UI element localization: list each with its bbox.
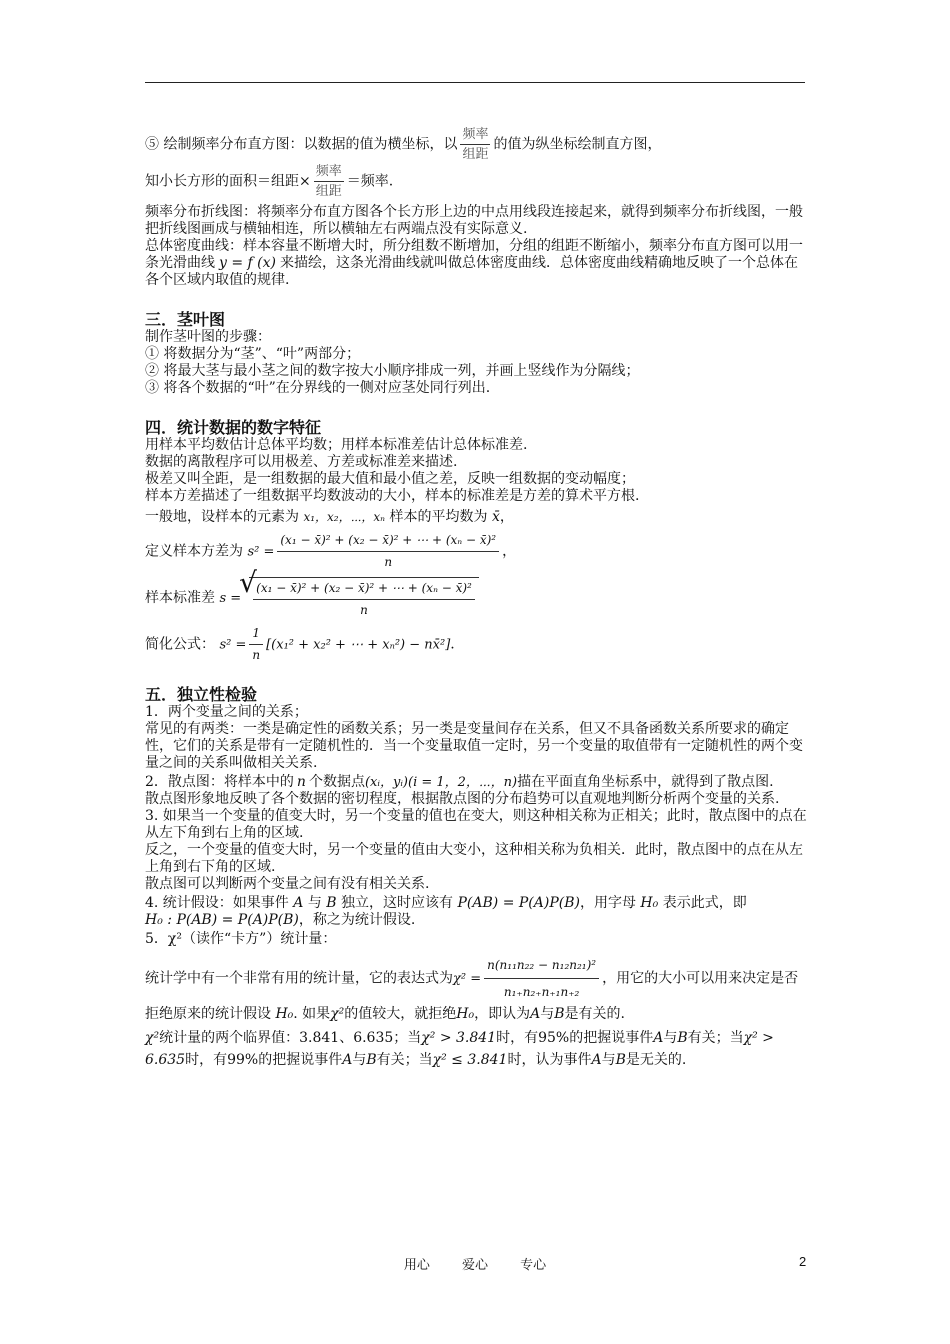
stem-leaf-step-3: ③ 将各个数据的“叶”在分界线的一侧对应茎处同行列出.	[145, 380, 491, 396]
critical-event-b-2: B	[366, 1052, 377, 1068]
scatter-text-b: 个数据点	[308, 774, 365, 790]
stats-line-1: 用样本平均数估计总体平均数；用样本标准差估计总体标准差.	[145, 437, 528, 453]
std-denominator: n	[360, 603, 368, 617]
positive-correlation: 3. 如果当一个变量的值变大时，另一个变量的值也在变大，则这种相关称为正相关；此时，散点图中的点在从左下角到右上角的区域.	[145, 808, 807, 841]
variance-numerator: (x₁ − x̄)² + (x₂ − x̄)² + ⋯ + (xₙ − x̄)²	[277, 532, 499, 552]
section-4-title: 四．统计数据的数字特征	[145, 418, 322, 437]
one-over-n-numerator: 1	[249, 625, 263, 645]
chi-h0-2: H₀	[456, 1006, 475, 1022]
relation-paragraph: 常见的有两类：一类是确定性的函数关系；另一类是变量间存在关系，但又不具备函数关系所要求的确定性，它们的关系是带有一定随机性的．当一个变量取值一定时，另一个变量的取值带有一定随机性的两个变量之间的关系叫做相关关系.	[145, 721, 803, 771]
hypothesis-paragraph	[145, 895, 807, 929]
one-over-n-fraction	[249, 625, 263, 664]
hypothesis-text-a: 4. 统计假设：如果事件	[145, 895, 289, 911]
sqrt-sign	[249, 577, 479, 619]
std-formula-line	[145, 577, 807, 619]
simplified-label: 简化公式：	[145, 636, 215, 653]
std-fraction	[253, 580, 475, 619]
variance-lhs: s² =	[247, 544, 275, 560]
stats-line-3: 极差又叫全距，是一组数据的最大值和最小值之差，反映一组数据的变动幅度；	[145, 471, 635, 487]
frac-numerator: 频率	[460, 126, 490, 145]
simplified-formula-line	[145, 625, 807, 664]
frac-denominator: 组距	[462, 147, 489, 162]
density-paragraph	[145, 238, 807, 289]
critical-chi-symbol: χ²	[145, 1030, 160, 1046]
sample-mean-math: x̄	[491, 509, 500, 525]
hypothesis-and: 与	[307, 895, 322, 911]
h0-equation: H₀ : P(AB) = P(A)P(B)	[145, 912, 299, 928]
chi-denominator: n₁₊n₂₊n₊₁n₊₂	[503, 985, 580, 999]
chi-symbol: χ²	[330, 1006, 345, 1022]
stem-leaf-step-2: ② 将最大茎与最小茎之间的数字按大小顺序排成一列，并画上竖线作为分隔线；	[145, 363, 640, 379]
hypothesis-text-e: 表示此式，即	[662, 895, 747, 911]
density-text-a: 总体密度曲线：样本容量不断增大时，所分组数不断增加，分组的组距不断缩小，频率分布直方图可以用一条光滑曲线	[145, 238, 803, 271]
density-text-b: 来描绘，这条光滑曲线就叫做总体密度曲线．总体密度曲线精确地反映了一个总体在各个区域内取值的规律.	[145, 255, 798, 288]
chi-text-d: 的值较大，就拒绝	[344, 1006, 457, 1022]
critical-event-a: A	[653, 1030, 664, 1046]
sample-elements-label: 一般地，设样本的元素为	[145, 509, 299, 525]
sample-mean-label: 样本的平均数为	[389, 509, 488, 525]
critical-ineq-3: χ² ≤ 3.841	[432, 1052, 508, 1068]
stem-leaf-intro: 制作茎叶图的步骤：	[145, 329, 271, 345]
one-over-n-denominator: n	[252, 648, 261, 662]
critical-values-paragraph	[145, 1027, 807, 1071]
area-line	[145, 163, 807, 200]
scatter-paragraph	[145, 774, 807, 791]
chi-h0: H₀	[275, 1006, 294, 1022]
scatter-conclusion: 散点图可以判断两个变量之间有没有相关关系.	[145, 876, 430, 892]
chi-square-paragraph	[145, 954, 807, 1025]
area-text-a: 知小长方形的面积＝组距×	[145, 173, 311, 190]
scatter-text-c: 描在平面直角坐标系中，就得到了散点图.	[517, 774, 774, 790]
chi-lhs: χ² =	[453, 971, 482, 987]
polyline-paragraph: 频率分布折线图：将频率分布直方图各个长方形上边的中点用线段连接起来，就得到频率分布折线图，一般把折线图画成与横轴相连，所以横轴左右两端点没有实际意义.	[145, 204, 803, 237]
independence-equation: P(AB) = P(A)P(B)	[457, 895, 580, 911]
critical-text-f: 时，认为事件	[507, 1052, 592, 1068]
simplified-tail: .	[450, 636, 455, 653]
critical-text-d: 时，有99%的把握说事件	[185, 1052, 343, 1068]
critical-ineq-1: χ² > 3.841	[421, 1030, 497, 1046]
variance-denominator: n	[384, 555, 393, 569]
freq-over-width-fraction	[460, 126, 490, 163]
variance-fraction	[277, 532, 499, 571]
scatter-text-a: 2．散点图：将样本中的	[145, 774, 294, 790]
critical-ineq-2: χ² > 6.635	[145, 1030, 774, 1068]
critical-text-c: 有关；当	[687, 1030, 744, 1046]
sample-elements-math: x₁，x₂，⋯，xₙ	[303, 510, 386, 524]
critical-text-a: 统计量的两个临界值：3.841、6.635；当	[159, 1030, 422, 1046]
variance-tail: ，	[502, 543, 517, 560]
scatter-points-math: (xᵢ，yᵢ)(i = 1，2，⋯，n)	[364, 775, 518, 790]
page-content	[145, 122, 807, 1071]
histogram-text-a: ⑤ 绘制频率分布直方图：以数据的值为横坐标，以	[145, 136, 458, 153]
footer-word-2: 爱心	[461, 1258, 488, 1273]
simplified-rhs: [(x₁² + x₂² + ⋯ + xₙ²) − nx̄²]	[266, 637, 451, 653]
critical-text-e: 有关；当	[376, 1052, 433, 1068]
chi-event-b: B	[554, 1006, 565, 1022]
chi-text-e: ，即认为	[474, 1006, 531, 1022]
footer-word-1: 用心	[403, 1258, 430, 1273]
chi-and: 与	[540, 1006, 555, 1022]
std-lhs: s =	[219, 591, 242, 606]
scatter-paragraph-2: 散点图形象地反映了各个数据的密切程度，根据散点图的分布趋势可以直观地判断分析两个变量的关系.	[145, 791, 780, 807]
page-footer	[0, 1254, 950, 1273]
critical-text-b: 时，有95%的把握说事件	[496, 1030, 654, 1046]
section-3-title: 三．茎叶图	[145, 310, 226, 329]
event-a: A	[293, 895, 304, 911]
freq-over-width-fraction-2	[314, 163, 344, 200]
chi-text-b: ，用它的大小可以用来决定是否拒绝原来的统计假设	[145, 970, 799, 1022]
critical-event-a-2: A	[342, 1052, 353, 1068]
hypothesis-text-f: ，称之为统计假设.	[298, 912, 416, 928]
scatter-n: n	[296, 774, 306, 790]
chi-square-heading: 5．χ²（读作“卡方”）统计量：	[145, 931, 337, 947]
stats-line-4: 样本方差描述了一组数据平均数波动的大小，样本的标准差是方差的算术平方根.	[145, 488, 640, 504]
variance-label: 定义样本方差为	[145, 543, 243, 560]
critical-and-3: 与	[601, 1052, 616, 1068]
stats-line-5	[145, 509, 807, 526]
header-rule	[145, 82, 805, 83]
stats-line-2: 数据的离散程序可以用极差、方差或标准差来描述.	[145, 454, 458, 470]
hypothesis-text-c: 独立，这时应该有	[341, 895, 454, 911]
frac-numerator: 频率	[314, 163, 344, 182]
chi-fraction	[484, 954, 599, 1003]
critical-and-2: 与	[352, 1052, 367, 1068]
area-text-b: ＝频率.	[346, 173, 394, 190]
chi-event-a: A	[530, 1006, 541, 1022]
footer-word-3: 专心	[520, 1258, 547, 1273]
hypothesis-text-d: ，用字母	[579, 895, 636, 911]
critical-and: 与	[663, 1030, 678, 1046]
chi-text-g: 是有关的.	[564, 1006, 625, 1022]
chi-numerator: n(n₁₁n₂₂ − n₁₂n₂₁)²	[484, 954, 599, 979]
frac-denominator: 组距	[315, 184, 342, 199]
event-b: B	[326, 895, 337, 911]
chi-text-c: . 如果	[293, 1006, 331, 1022]
simplified-lhs: s² =	[219, 637, 247, 653]
std-numerator: √ (x₁ − x̄)² + (x₂ − x̄)² + ⋯ + (xₙ − x̄)²	[253, 580, 475, 600]
histogram-text-b: 的值为纵坐标绘制直方图，	[493, 136, 662, 153]
chi-text-a: 统计学中有一个非常有用的统计量，它的表达式为	[145, 970, 453, 987]
relation-heading: 1．两个变量之间的关系；	[145, 704, 308, 720]
stem-leaf-step-1: ① 将数据分为“茎”、“叶”两部分；	[145, 346, 361, 362]
section-5-title: 五．独立性检验	[145, 685, 258, 704]
critical-event-b-3: B	[615, 1052, 626, 1068]
page-number: 2	[799, 1254, 807, 1269]
critical-event-b: B	[677, 1030, 688, 1046]
negative-correlation: 反之，一个变量的值变大时，另一个变量的值由大变小，这种相关称为负相关．此时，散点图中的点在从左上角到右下角的区域.	[145, 842, 803, 875]
sample-mean-comma: ，	[499, 509, 514, 525]
critical-text-h: 是无关的.	[625, 1052, 687, 1068]
histogram-line	[145, 126, 807, 163]
critical-event-a-3: A	[591, 1052, 602, 1068]
std-label: 样本标准差	[145, 590, 215, 606]
density-function: y = f (x)	[219, 255, 276, 271]
h0-symbol: H₀	[640, 895, 659, 911]
